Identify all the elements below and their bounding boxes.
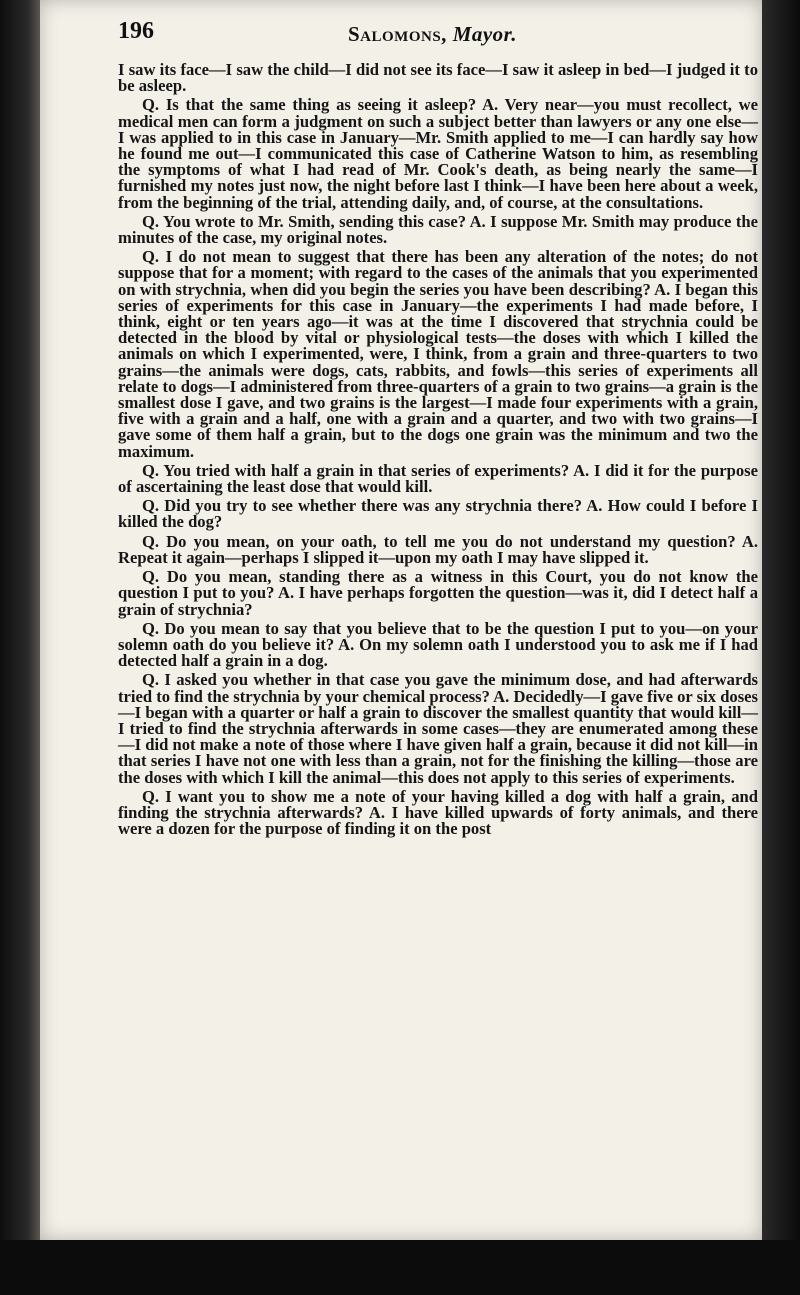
paragraph: Q. Is that the same thing as seeing it asleep? A. Very near—you must recollect, we medical men can form a judgment on such a subject better than lawyers or any one else—I was applied to in this case in January—Mr. Smith applied to me—I can hardly say how he found me out—I communicated this case of Catherine Watson to him, as resembling the symptoms of what I had read of Mr. Cook's death, as being nearly the same—I furnished my notes just now, the night before last I think—I have been here about a week, from the beginning of the trial, attending daily, and, of course, at the consultations. (118, 95, 758, 212)
running-head-office: Mayor. (452, 22, 517, 46)
running-head (348, 22, 517, 47)
paragraph: Q. Did you try to see whether there was any strychnia there? A. How could I before I killed the dog? (118, 496, 758, 532)
page-body (118, 62, 758, 840)
page-number: 196 (118, 18, 154, 44)
book-edge-shadow (762, 0, 800, 1295)
page-header (118, 18, 758, 58)
paragraph: Q. Do you mean, on your oath, to tell me you do not understand my question? A. Repeat it again—perhaps I slipped it—upon my oath I may have slipped it. (118, 531, 758, 567)
book-gutter-shadow (0, 0, 40, 1295)
scan-bottom-border (0, 1240, 800, 1295)
paragraph: Q. You wrote to Mr. Smith, sending this case? A. I suppose Mr. Smith may produce the minutes of the case, my original notes. (118, 211, 758, 248)
paragraph: Q. You tried with half a grain in that series of experiments? A. I did it for the purpose of ascertaining the least dose that would kill. (118, 460, 758, 497)
paragraph: Q. I asked you whether in that case you gave the minimum dose, and had afterwards tried to find the strychnia by your chemical process? A. Decidedly—I gave five or six doses—I began with a quarter or half a grain to discover the smallest quantity that would kill—I tried to find the strychnia afterwards in some cases—they are enumerated among these—I did not make a note of those where I have given half a grain, because it did not kill—in that series I have not one with less than a grain, not for the finishing the killing—those are the doses with which I kill the animal—this does not apply to this series of experiments. (118, 670, 758, 787)
paragraph: I saw its face—I saw the child—I did not see its face—I saw it asleep in bed—I judged it to be asleep. (118, 60, 758, 96)
paragraph: Q. Do you mean, standing there as a witness in this Court, you do not know the question I put to you? A. I have perhaps forgotten the question—was it, did I detect half a grain of strychnia? (118, 567, 758, 619)
paragraph: Q. Do you mean to say that you believe that to be the question I put to you—on your solemn oath do you believe it? A. On my solemn oath I understood you to ask me if I had detected half a grain in a dog. (118, 618, 758, 671)
running-head-name: Salomons, (348, 22, 447, 46)
paragraph: Q. I do not mean to suggest that there has been any alteration of the notes; do not suppose that for a moment; with regard to the cases of the animals that you experimented on with strychnia, when did you begin the series you have been describing? A. I began this series of experiments for this case in January—the experiments I had made before, I think, eight or ten years ago—it was at the time I discovered that strychnia could be detected in the blood by vital or physiological tests—the doses with which I killed the animals on which I experimented, were, I think, from a grain and three-quarters to two grains—the animals were dogs, cats, rabbits, and fowls—this series of experiments all relate to dogs—I administered from three-quarters of a grain to two grains—a grain is the smallest dose I gave, and two grains is the largest—I made four experiments with a grain, five with a grain and a half, one with a grain and a quarter, and two with two grains—I gave some of them half a grain, but to the dogs one grain was the minimum and two the maximum. (118, 247, 758, 461)
paragraph: Q. I want you to show me a note of your having killed a dog with half a grain, and finding the strychnia afterwards? A. I have killed upwards of forty animals, and there were a dozen for the purpose of finding it on the post (118, 786, 758, 839)
